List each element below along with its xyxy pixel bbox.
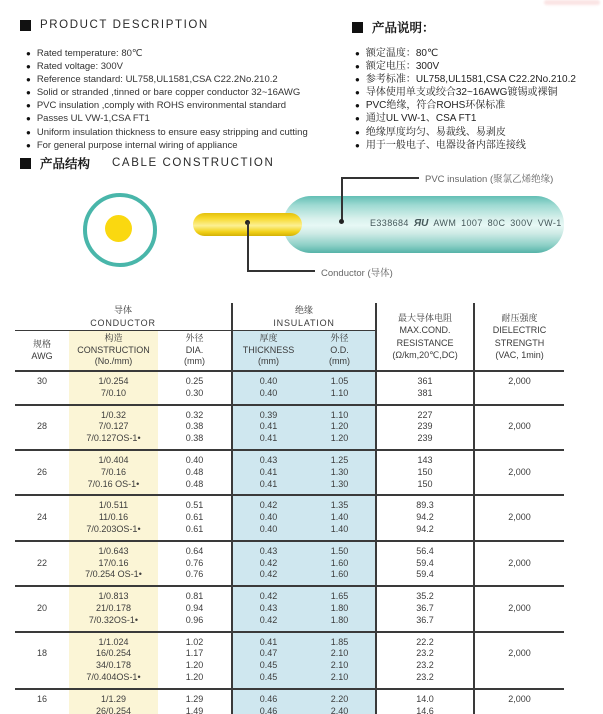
conductor-group-header	[15, 303, 232, 331]
bullet-icon: ●	[26, 75, 31, 85]
dia-cell: 0.25 0.30	[158, 371, 232, 405]
resistance-column-header: 最大导体电阻 MAX.COND. RESISTANCE (Ω/km,20℃,DC)	[376, 303, 474, 371]
od-cell: 1.25 1.30 1.30	[304, 450, 376, 495]
dielectric-cell: 2,000	[474, 495, 564, 540]
thickness-cell: 0.43 0.41 0.41	[232, 450, 304, 495]
construction-cell: 1/1.29 26/0.254	[69, 689, 158, 714]
description-item-text: 额定温度：80℃	[365, 48, 439, 59]
resistance-cell: 14.0 14.6	[376, 689, 474, 714]
awg-cell: 28	[15, 405, 69, 450]
spec-table	[15, 303, 564, 714]
description-item-text: 导体使用单支或绞合32~16AWG镀锡或裸铜	[365, 87, 558, 99]
bullet-icon: ●	[26, 140, 31, 150]
description-item	[355, 99, 601, 112]
bullet-icon: ●	[355, 127, 360, 137]
description-item	[355, 47, 601, 60]
dielectric-cell: 2,000	[474, 632, 564, 689]
description-item-text: Uniform insulation thickness to ensure easy stripping and cutting	[36, 126, 308, 138]
square-bullet-icon	[20, 20, 31, 31]
square-bullet-icon	[20, 158, 31, 169]
description-item	[355, 126, 601, 139]
description-item-text: Reference standard: UL758,UL1581,CSA C22.2No.210.2	[36, 74, 278, 86]
insulation-leader-line	[341, 177, 419, 179]
construction-cell: 1/0.511 11/0.16 7/0.203OS-1•	[69, 495, 158, 540]
thickness-cell: 0.42 0.43 0.42	[232, 586, 304, 631]
bullet-icon: ●	[26, 62, 31, 72]
description-item	[355, 139, 601, 152]
description-item	[355, 73, 601, 86]
bullet-icon: ●	[355, 140, 360, 150]
description-item-text: Rated voltage: 300V	[36, 61, 123, 73]
cable-construction-heading	[20, 154, 274, 172]
description-item	[26, 73, 356, 86]
group-header-row	[15, 303, 564, 331]
description-item	[355, 112, 601, 125]
thickness-cell: 0.42 0.40 0.40	[232, 495, 304, 540]
ul-recognized-mark-icon: ЯU	[413, 218, 429, 229]
product-description-list-zh	[355, 47, 601, 152]
od-cell: 1.65 1.80 1.80	[304, 586, 376, 631]
insulation-group-zh: 绝缘	[295, 305, 314, 315]
awg-cell: 20	[15, 586, 69, 631]
od-cell: 2.20 2.40	[304, 689, 376, 714]
description-item	[355, 60, 601, 73]
description-item-text: Solid or stranded ,tinned or bare copper conductor 32~16AWG	[36, 87, 301, 99]
thickness-cell: 0.40 0.40	[232, 371, 304, 405]
product-description-title-zh: 产品说明：	[372, 21, 435, 35]
conductor-group-zh: 导体	[114, 305, 133, 315]
product-description-list-en	[26, 47, 356, 152]
dia-cell: 0.40 0.48 0.48	[158, 450, 232, 495]
insulation-group-header	[232, 303, 376, 331]
awg-cell: 30	[15, 371, 69, 405]
description-item	[26, 99, 356, 112]
awg-cell: 22	[15, 541, 69, 586]
od-cell: 1.35 1.40 1.40	[304, 495, 376, 540]
bullet-icon: ●	[355, 62, 360, 72]
dia-cell: 0.32 0.38 0.38	[158, 405, 232, 450]
resistance-cell: 143 150 150	[376, 450, 474, 495]
dia-cell: 0.64 0.76 0.76	[158, 541, 232, 586]
construction-cell: 1/0.404 7/0.16 7/0.16 OS-1•	[69, 450, 158, 495]
dia-cell: 0.51 0.61 0.61	[158, 495, 232, 540]
resistance-cell: 361 381	[376, 371, 474, 405]
dia-cell: 1.02 1.17 1.20 1.20	[158, 632, 232, 689]
construction-column-header: 构造 CONSTRUCTION (No./mm)	[69, 331, 158, 372]
construction-cell: 1/0.254 7/0.10	[69, 371, 158, 405]
thickness-cell: 0.43 0.42 0.42	[232, 541, 304, 586]
description-item-text: Rated temperature: 80℃	[36, 48, 143, 59]
od-cell: 1.85 2.10 2.10 2.10	[304, 632, 376, 689]
resistance-cell: 56.4 59.4 59.4	[376, 541, 474, 586]
construction-cell: 1/0.32 7/0.127 7/0.127OS-1•	[69, 405, 158, 450]
description-items-zh	[355, 47, 601, 152]
bullet-icon: ●	[355, 75, 360, 85]
table-row	[15, 586, 564, 631]
spec-table-header	[15, 303, 564, 371]
description-item	[355, 86, 601, 99]
thickness-cell: 0.46 0.46	[232, 689, 304, 714]
description-item	[26, 112, 356, 125]
dia-cell: 1.29 1.49	[158, 689, 232, 714]
product-description-heading-zh	[352, 18, 435, 36]
cable-print-spec: AWM 1007 80C 300V VW-1	[433, 218, 562, 228]
awg-cell: 26	[15, 450, 69, 495]
thickness-cell: 0.39 0.41 0.41	[232, 405, 304, 450]
awg-column-header: 规格 AWG	[15, 331, 69, 372]
description-item-text: PVC绝缘，符合ROHS环保标准	[365, 100, 506, 112]
thickness-column-header: 厚度 THICKNESS (mm)	[232, 331, 304, 372]
cable-construction-title-zh: 产品结构	[40, 157, 91, 171]
description-item-text: 绝缘厚度均匀、易裁线、易剥皮	[365, 126, 506, 138]
description-item-text: 通过UL VW-1、CSA FT1	[365, 113, 477, 125]
description-item	[26, 47, 356, 60]
product-description-heading	[20, 19, 209, 31]
description-item	[26, 139, 356, 152]
bullet-icon: ●	[26, 127, 31, 137]
dia-cell: 0.81 0.94 0.96	[158, 586, 232, 631]
insulation-leader-line	[341, 177, 343, 221]
description-item-text: 参考标准：UL758,UL1581,CSA C22.2No.210.2	[365, 74, 576, 86]
bullet-icon: ●	[355, 49, 360, 58]
table-row	[15, 495, 564, 540]
conductor-leader-line	[247, 270, 315, 272]
description-item-text: Passes UL VW-1,CSA FT1	[36, 113, 150, 125]
resistance-cell: 35.2 36.7 36.7	[376, 586, 474, 631]
bullet-icon: ●	[26, 101, 31, 111]
bullet-icon: ●	[355, 114, 360, 124]
conductor-label: Conductor (导体)	[321, 268, 393, 279]
table-row	[15, 405, 564, 450]
bullet-icon: ●	[355, 88, 360, 98]
awg-cell: 24	[15, 495, 69, 540]
awg-cell: 16	[15, 689, 69, 714]
dielectric-cell: 2,000	[474, 586, 564, 631]
description-item-text: For general purpose internal wiring of appliance	[36, 139, 238, 151]
description-item	[26, 126, 356, 139]
od-cell: 1.05 1.10	[304, 371, 376, 405]
insulation-label: PVC insulation (聚氯乙烯绝缘)	[425, 174, 554, 185]
description-item-text: PVC insulation ,comply with ROHS environmental standard	[36, 100, 287, 112]
description-item-text: 额定电压：300V	[365, 61, 440, 73]
bullet-icon: ●	[26, 88, 31, 98]
dielectric-cell: 2,000	[474, 371, 564, 405]
resistance-cell: 89.3 94.2 94.2	[376, 495, 474, 540]
od-cell: 1.50 1.60 1.60	[304, 541, 376, 586]
square-bullet-icon	[352, 22, 363, 33]
dielectric-cell: 2,000	[474, 541, 564, 586]
insulation-leader-dot	[339, 219, 344, 224]
cable-cross-section-conductor	[105, 215, 132, 242]
dielectric-cell: 2,000	[474, 405, 564, 450]
dia-column-header: 外径 DIA. (mm)	[158, 331, 232, 372]
description-item-text: 用于一般电子、电器设备内部连接线	[365, 139, 526, 151]
insulation-group-en: INSULATION	[273, 317, 335, 328]
spec-table-body	[15, 371, 564, 714]
construction-cell: 1/1.024 16/0.254 34/0.178 7/0.404OS-1•	[69, 632, 158, 689]
cable-construction-title-en: CABLE CONSTRUCTION	[112, 157, 275, 169]
table-row	[15, 632, 564, 689]
product-description-title: PRODUCT DESCRIPTION	[40, 19, 209, 31]
od-column-header: 外径 O.D. (mm)	[304, 331, 376, 372]
thickness-cell: 0.41 0.47 0.45 0.45	[232, 632, 304, 689]
construction-cell: 1/0.643 17/0.16 7/0.254 OS-1•	[69, 541, 158, 586]
dielectric-cell: 2,000	[474, 689, 564, 714]
table-row	[15, 371, 564, 405]
corner-watermark	[544, 0, 600, 5]
dielectric-column-header: 耐压强度 DIELECTRIC STRENGTH (VAC, 1min)	[474, 303, 564, 371]
resistance-cell: 227 239 239	[376, 405, 474, 450]
cable-print-code: E338684	[370, 218, 409, 228]
conductor-group-en: CONDUCTOR	[90, 317, 156, 328]
dielectric-cell: 2,000	[474, 450, 564, 495]
construction-cell: 1/0.813 21/0.178 7/0.32OS-1•	[69, 586, 158, 631]
table-row	[15, 541, 564, 586]
resistance-cell: 22.2 23.2 23.2 23.2	[376, 632, 474, 689]
description-item	[26, 60, 356, 73]
cable-print-text	[370, 218, 562, 229]
bullet-icon: ●	[26, 114, 31, 124]
od-cell: 1.10 1.20 1.20	[304, 405, 376, 450]
table-row	[15, 450, 564, 495]
table-row	[15, 689, 564, 714]
bullet-icon: ●	[26, 49, 31, 58]
bullet-icon: ●	[355, 101, 360, 111]
description-item	[26, 86, 356, 99]
description-items-en	[26, 47, 356, 152]
awg-cell: 18	[15, 632, 69, 689]
conductor-leader-line	[247, 222, 249, 271]
